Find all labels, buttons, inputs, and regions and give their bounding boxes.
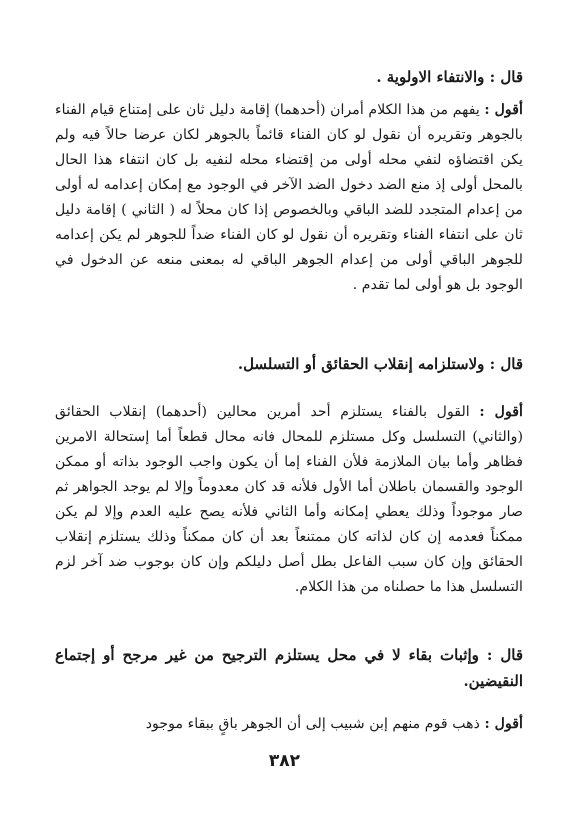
paragraph-2 [55,400,523,600]
paragraph-3-label: أقول : [484,716,523,732]
paragraph-1-label: أقول : [484,102,523,118]
paragraph-1 [55,98,523,298]
paragraph-2-text: القول بالفناء يستلزم أحد أمرين محالين (أحدهما) إنقلاب الحقائق (والثاني) التسلسل وكل مستلزم للمحال فانه محال قطعاً أما إستحالة الامرين فظاهر وأما بيان الملازمة فلأن الفناء إما أن يكون واجب الوجود بذاته أو ممكن الوجود والقسمان باطلان أما الأول فلأنه قد كان معدوماً وإلا لم يوجد الجواهر ثم صار موجوداً وذلك يعطي إمكانه وأما الثاني فلأنه يصح عليه العدم وإلا لم يكن ممكناً فعدمه إن كان لذاته كان ممتنعاً بعد أن كان ممكناً وذلك يستلزم إنقلاب الحقائق وإن كان سبب الفاعل بطل أصل دليلكم وإن كان بوجوب ضد آخر لزم التسلسل هذا ما حصلناه من هذا الكلام. [55,404,523,595]
heading-2-text: ولاستلزامه إنقلاب الحقائق أو التسلسل. [237,355,490,373]
section-heading-3 [55,642,523,694]
section-heading-1 [55,65,523,90]
page-number: ٣٨٢ [268,751,301,771]
paragraph-1-text: يفهم من هذا الكلام أمران (أحدهما) إقامة دليل ثان على إمتناع قيام الفناء بالجوهر وتقريره أن نقول لو كان الفناء قائماً بالجوهر لكان عرضا حالاً فيه ولم يكن اقتضاؤه لنفي محله أولى من إقتضاء محله لنفيه بل كان انتفاء هذا الحال بالمحل أولى إذ منع الضد دخول الضد الآخر في الوجود مع إمكان إعدامه له أولى من إعدام المتجدد للضد الباقي وبالخصوص إذا كان محلاً له ( الثاني ) إقامة دليل ثان على انتفاء الفناء وتقريره أن نقول لو كان الفناء ضداً للجوهر لم يكن إعدامه للجوهر الباقي أولى من إعدام الجوهر الباقي له بمعنى منعه عن الدخول في الوجود بل هو أولى لما تقدم . [55,102,523,293]
heading-3-text: وإثبات بقاء لا في محل يستلزم الترجيح من غير مرجح أو إجتماع النقيضين. [55,646,523,690]
heading-1-text: والانتفاء الاولوية . [376,68,490,86]
paragraph-3-text: ذهب قوم منهم إبن شبيب إلى أن الجوهر باقٍ ببقاء موجود [145,716,485,732]
heading-3-label: قال : [486,646,524,664]
heading-2-label: قال : [489,355,523,373]
section-heading-2 [55,352,523,377]
paragraph-2-label: أقول : [479,404,523,420]
paragraph-3 [55,712,523,737]
heading-1-label: قال : [489,68,523,86]
